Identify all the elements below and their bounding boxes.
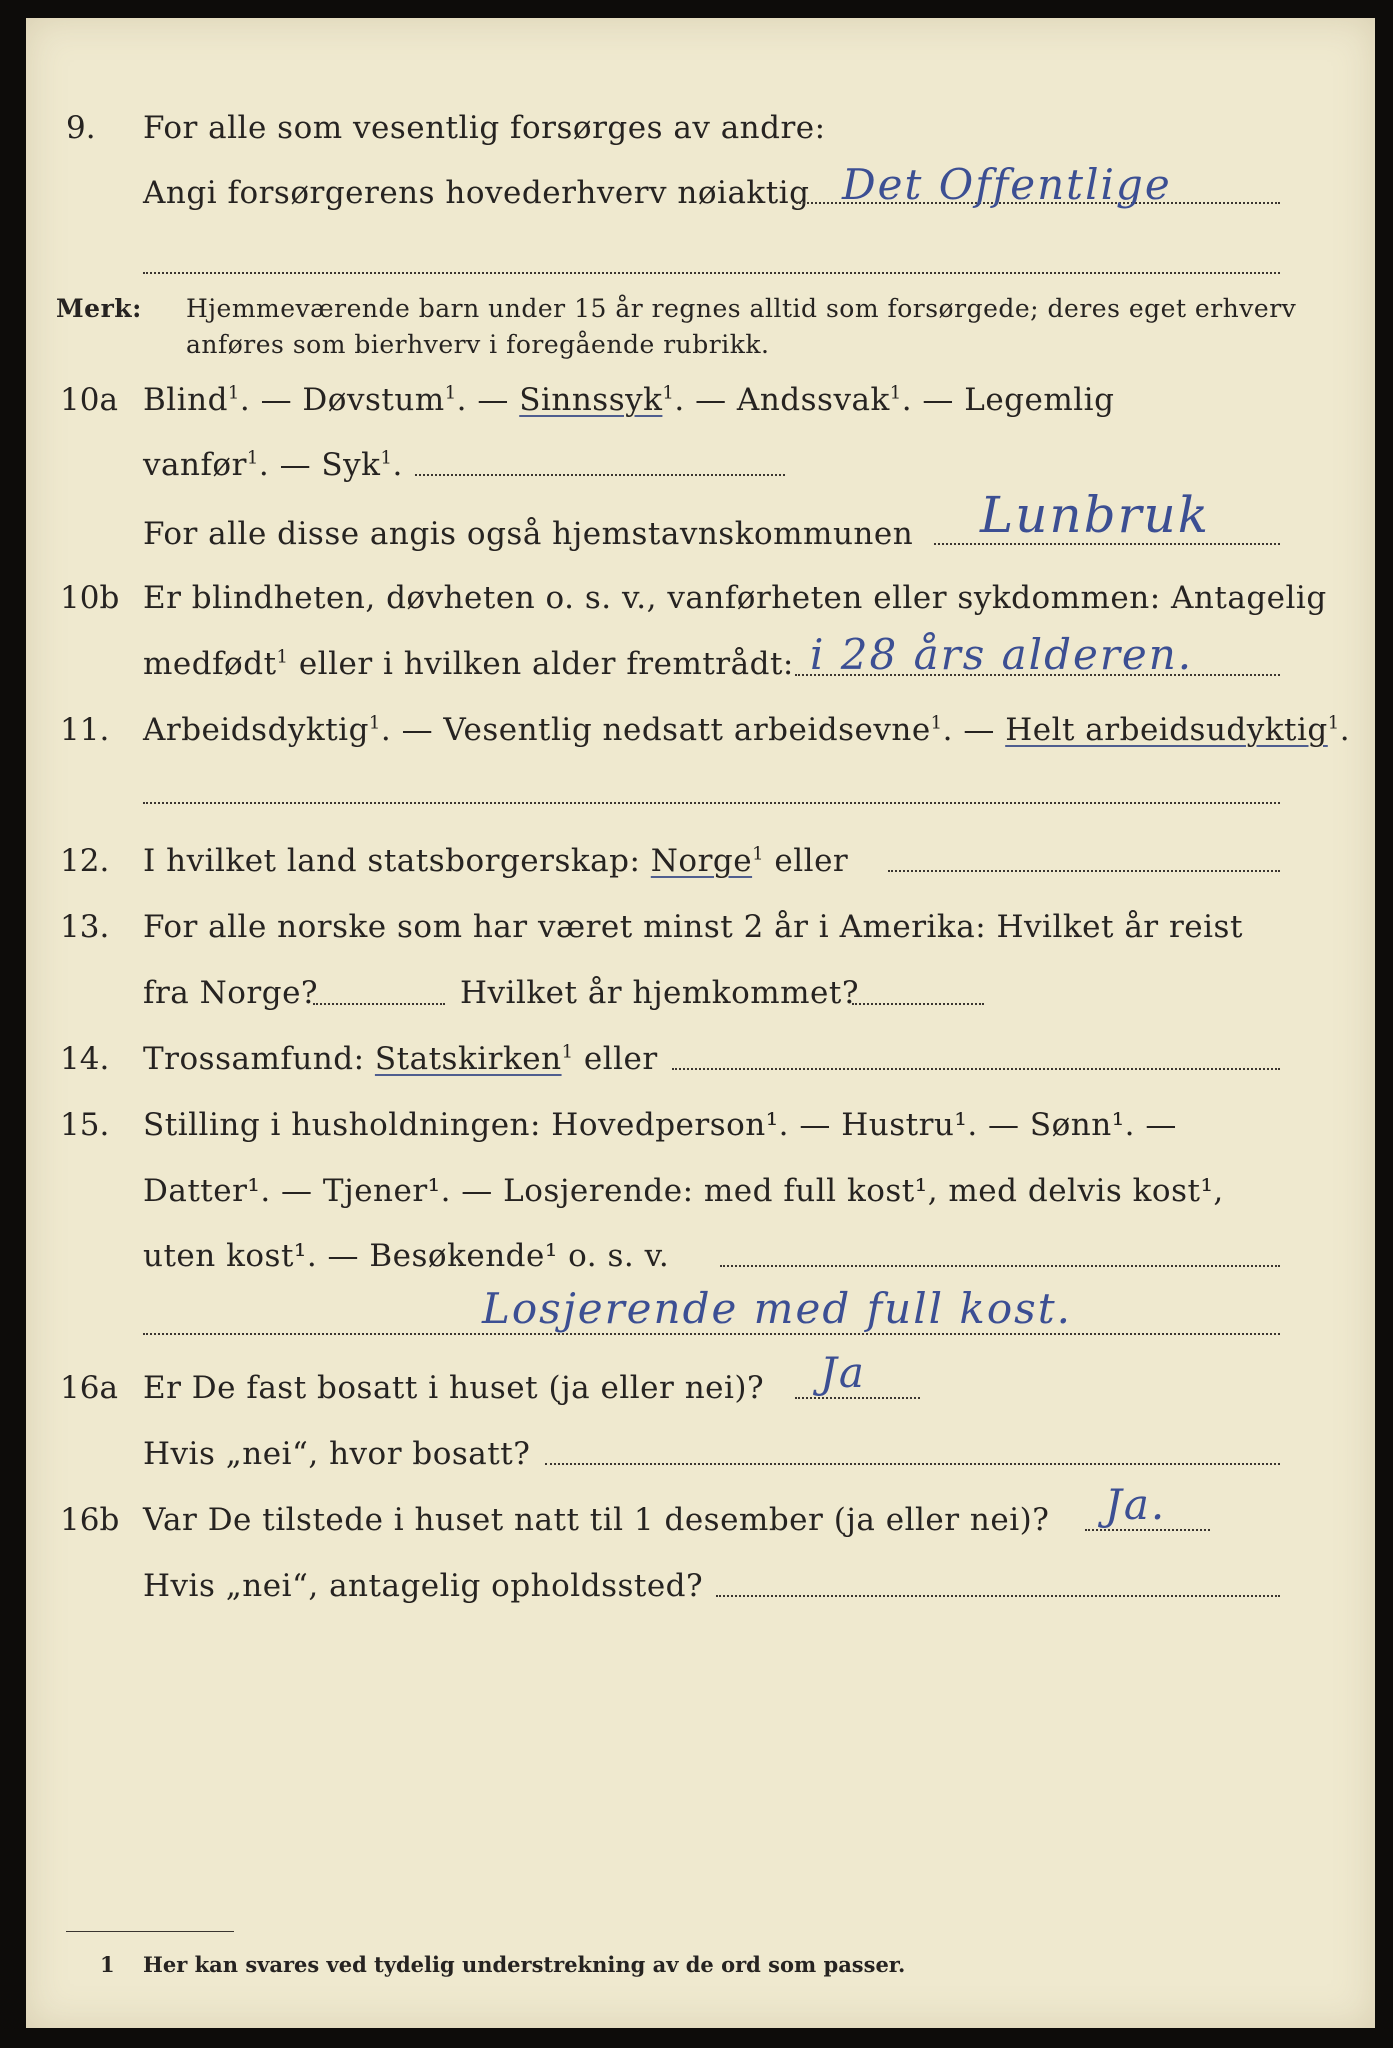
option-dovstum: . — Døvstum [239, 382, 445, 418]
footnote-marker: 1 [1327, 712, 1340, 734]
option-arbeidsdyktig: Arbeidsdyktig [143, 712, 369, 748]
q13-number: 13. [60, 909, 110, 945]
footnote-text: Her kan svares ved tydelig understrekning av de ord som passer. [143, 1952, 906, 1977]
q15-number: 15. [60, 1107, 110, 1143]
q16a-line2: Hvis „nei“, hvor bosatt? [143, 1436, 531, 1472]
footnote-marker: 1 [227, 382, 240, 404]
q11-line1 [143, 712, 1350, 748]
option-medfodt: medfødt [143, 646, 277, 682]
footnote-marker: 1 [752, 843, 765, 865]
q10b-number: 10b [60, 580, 120, 616]
q10a-line2 [143, 447, 403, 483]
alder-label: eller i hvilken alder fremtrådt: [288, 646, 794, 682]
q16a-answer-line [795, 1397, 920, 1399]
q10a-syk-line [415, 474, 785, 476]
option-blind: Blind [143, 382, 228, 418]
separator: . [392, 447, 403, 483]
q16b-answer-line [1085, 1529, 1210, 1531]
q14-line1 [143, 1041, 658, 1077]
q10a-number: 10a [60, 382, 118, 418]
footnote-marker: 1 [368, 712, 381, 734]
q13-line2a: fra Norge? [143, 975, 319, 1011]
q11-number: 11. [60, 712, 110, 748]
q16b-number: 16b [60, 1502, 120, 1538]
eller-label: eller [764, 843, 849, 879]
q15-line2: Datter¹. — Tjener¹. — Losjerende: med full kost¹, med delvis kost¹, [143, 1173, 1224, 1209]
option-sinnssyk-underlined: Sinnssyk [519, 382, 663, 418]
footnote-marker: 1 [444, 382, 457, 404]
separator: . — [456, 382, 520, 418]
q9-number: 9. [66, 110, 96, 146]
q16b-line1: Var De tilstede i huset natt til 1 desember (ja eller nei)? [143, 1502, 1050, 1538]
q13-line1: For alle norske som har været minst 2 år i Amerika: Hvilket år reist [143, 909, 1243, 945]
q9-extra-line [143, 272, 1280, 274]
q15-answer-line [720, 1265, 1280, 1267]
q14-number: 14. [60, 1041, 110, 1077]
q9-handwritten-answer: Det Offentlige [842, 160, 1172, 209]
q15-extra-line [143, 1333, 1280, 1335]
option-syk: . — Syk [258, 447, 381, 483]
footnote-marker: 1 [930, 712, 943, 734]
footnote-marker: 1 [246, 447, 259, 469]
footnote-rule [66, 1931, 234, 1932]
q12-line1 [143, 843, 848, 879]
q11-extra-line [143, 802, 1280, 804]
q10a-line1 [143, 382, 1114, 418]
option-norge-underlined: Norge [650, 843, 753, 879]
separator: . [1339, 712, 1351, 748]
q10b-line1: Er blindheten, døvheten o. s. v., vanførheten eller sykdommen: Antagelig [143, 580, 1327, 616]
option-legemlig: . — Legemlig [901, 382, 1115, 418]
q16b-handwritten-answer: Ja. [1105, 1480, 1167, 1529]
q16a-bosatt-line [545, 1463, 1280, 1465]
footnote-marker: 1 [276, 646, 289, 668]
footnote-mark: 1 [100, 1952, 115, 1977]
q16a-line1: Er De fast bosatt i huset (ja eller nei)? [143, 1370, 765, 1406]
q10b-handwritten-answer: i 28 års alderen. [810, 630, 1194, 679]
q16a-number: 16a [60, 1370, 118, 1406]
separator: . — [942, 712, 1006, 748]
q13-line2b: Hvilket år hjemkommet? [460, 975, 859, 1011]
q16b-opholdssted-line [716, 1595, 1280, 1597]
option-nedsatt: . — Vesentlig nedsatt arbeidsevne [380, 712, 931, 748]
footnote-marker: 1 [662, 382, 675, 404]
footnote-marker: 1 [380, 447, 393, 469]
footnote-marker: 1 [889, 382, 902, 404]
q9-line2: Angi forsørgerens hovederhverv nøiaktig [143, 175, 810, 211]
q16a-handwritten-answer: Ja [820, 1348, 866, 1397]
merk-line2: anføres som bierhverv i foregående rubrikk. [186, 330, 770, 359]
q12-answer-line [888, 870, 1280, 872]
footnote-marker: 1 [561, 1041, 574, 1063]
q16b-line2: Hvis „nei“, antagelig opholdssted? [143, 1568, 704, 1604]
q12-number: 12. [60, 843, 110, 879]
statsborgerskap-label: I hvilket land statsborgerskap: [143, 843, 651, 879]
q14-answer-line [672, 1068, 1280, 1070]
q13-hjemkommet-line [852, 1003, 984, 1005]
option-vanfor: vanfør [143, 447, 247, 483]
q10a-line3: For alle disse angis også hjemstavnskommunen [143, 516, 914, 552]
option-statskirken-underlined: Statskirken [374, 1041, 562, 1077]
option-helt-arbeidsudyktig-underlined: Helt arbeidsudyktig [1005, 712, 1328, 748]
q10b-line2 [143, 646, 794, 682]
eller-label: eller [573, 1041, 658, 1077]
q9-line1: For alle som vesentlig forsørges av andre: [143, 110, 826, 146]
q10a-handwritten-answer: Lunbruk [980, 486, 1211, 544]
option-andssvak: . — Andssvak [674, 382, 890, 418]
q15-line1: Stilling i husholdningen: Hovedperson¹. — Hustru¹. — Sønn¹. — [143, 1107, 1177, 1143]
merk-line1: Hjemmeværende barn under 15 år regnes alltid som forsørgede; deres eget erhverv [186, 294, 1297, 323]
trossamfund-label: Trossamfund: [143, 1041, 375, 1077]
merk-label: Merk: [56, 294, 142, 323]
q13-reist-line [313, 1003, 445, 1005]
q15-line3: uten kost¹. — Besøkende¹ o. s. v. [143, 1238, 670, 1274]
q15-handwritten-answer: Losjerende med full kost. [482, 1284, 1072, 1333]
